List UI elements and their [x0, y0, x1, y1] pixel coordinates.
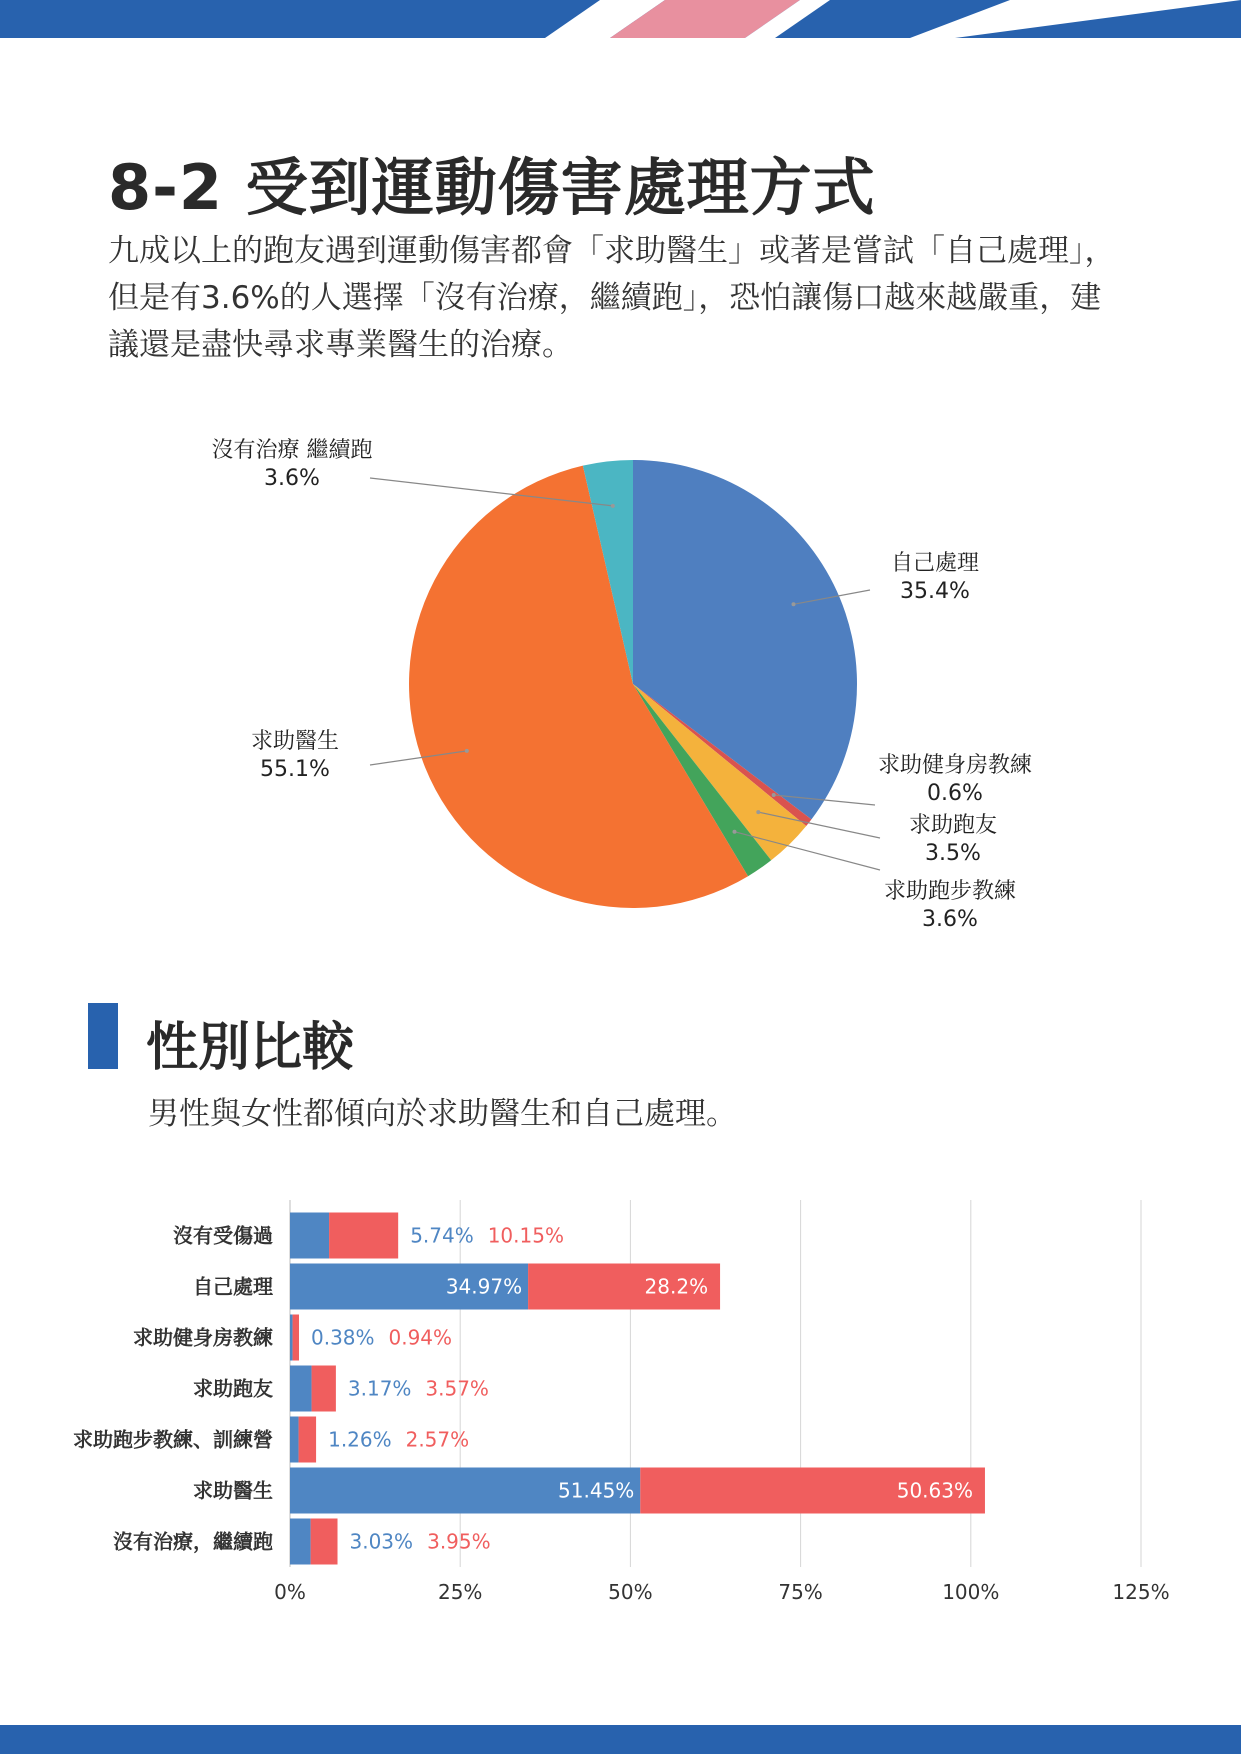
bar-series-1 — [290, 1519, 311, 1565]
bar-value-label-series-1: 34.97% — [445, 1274, 523, 1299]
bar-value-label-series-2: 0.94% — [388, 1325, 453, 1350]
pie-leader-dot — [756, 810, 760, 814]
bar-value-label-series-2: 50.63% — [896, 1478, 973, 1503]
pie-leader-dot — [611, 504, 615, 508]
category-label: 沒有治療，繼續跑 — [113, 1529, 273, 1554]
x-tick-label: 50% — [608, 1580, 653, 1604]
page-description: 九成以上的跑友遇到運動傷害都會「求助醫生」或著是嘗試「自己處理」，但是有3.6%的人選擇「沒有治療，繼續跑」，恐怕讓傷口越來越嚴重，建議還是盡快尋求專業醫生的治療。 — [108, 233, 1116, 363]
pie-slice-value: 35.4% — [900, 579, 970, 604]
pie-slice-label: 求助健身房教練 — [877, 753, 1033, 778]
bar-series-1 — [290, 1315, 293, 1361]
bar-value-label-series-1: 3.17% — [347, 1376, 412, 1401]
bar-series-1 — [290, 1366, 312, 1412]
pie-slice-value: 55.1% — [260, 757, 330, 782]
pie-leader-dot — [733, 830, 737, 834]
bar-value-label-series-1: 0.38% — [311, 1325, 375, 1350]
bar-value-label-series-1: 1.26% — [328, 1427, 392, 1452]
bar-series-1 — [290, 1213, 329, 1259]
pie-slice-label: 自己處理 — [890, 551, 980, 576]
pie-slice-label: 求助跑友 — [908, 813, 998, 838]
bar-series-2 — [299, 1417, 317, 1463]
category-label: 求助跑步教練、訓練營 — [73, 1427, 273, 1452]
category-label: 求助健身房教練 — [133, 1325, 273, 1350]
bar-value-label-series-2: 10.15% — [487, 1223, 564, 1248]
category-label: 自己處理 — [193, 1274, 273, 1299]
category-label: 沒有受傷過 — [173, 1223, 273, 1248]
pie-slice-label: 求助跑步教練 — [883, 879, 1017, 904]
pie-slice-value: 3.6% — [264, 466, 320, 491]
bar-value-label-series-1: 5.74% — [410, 1223, 474, 1248]
bar-value-label-series-1: 3.03% — [349, 1529, 414, 1554]
pie-leader-dot — [792, 602, 796, 606]
gender-bar-chart — [0, 1190, 1241, 1610]
section-title: 性別比較 — [146, 1018, 355, 1078]
bar-series-2 — [311, 1519, 338, 1565]
bar-value-label-series-1: 51.45% — [558, 1478, 635, 1503]
pie-leader-dot — [772, 793, 776, 797]
section-description: 男性與女性都傾向於求助醫生和自己處理。 — [148, 1096, 737, 1132]
pie-slice-label: 沒有治療 繼續跑 — [211, 438, 373, 463]
page-title: 8-2 受到運動傷害處理方式 — [108, 151, 876, 224]
category-label: 求助醫生 — [193, 1478, 273, 1503]
section-accent-bar — [88, 1003, 118, 1069]
bar-series-2 — [329, 1213, 398, 1259]
x-tick-label: 125% — [1112, 1580, 1170, 1604]
x-tick-label: 75% — [778, 1580, 823, 1604]
bar-series-2 — [293, 1315, 299, 1361]
bar-series-2 — [312, 1366, 336, 1412]
bar-value-label-series-2: 3.95% — [427, 1529, 491, 1554]
bar-series-1 — [290, 1417, 299, 1463]
category-label: 求助跑友 — [193, 1376, 273, 1401]
bar-value-label-series-2: 28.2% — [644, 1274, 709, 1299]
bar-value-label-series-2: 3.57% — [425, 1376, 489, 1401]
x-tick-label: 0% — [274, 1580, 306, 1604]
pie-slice-value: 3.5% — [925, 841, 981, 866]
pie-slice-value: 3.6% — [922, 907, 978, 932]
pie-slice-label: 求助醫生 — [250, 729, 340, 754]
pie-slice-value: 0.6% — [927, 781, 983, 806]
bar-value-label-series-2: 2.57% — [405, 1427, 470, 1452]
top-decorative-band — [0, 0, 1241, 38]
x-tick-label: 25% — [437, 1580, 483, 1604]
pie-leader-dot — [465, 749, 469, 753]
pie-chart — [0, 430, 1241, 950]
x-tick-label: 100% — [942, 1580, 1000, 1604]
bottom-decorative-band — [0, 1725, 1241, 1754]
